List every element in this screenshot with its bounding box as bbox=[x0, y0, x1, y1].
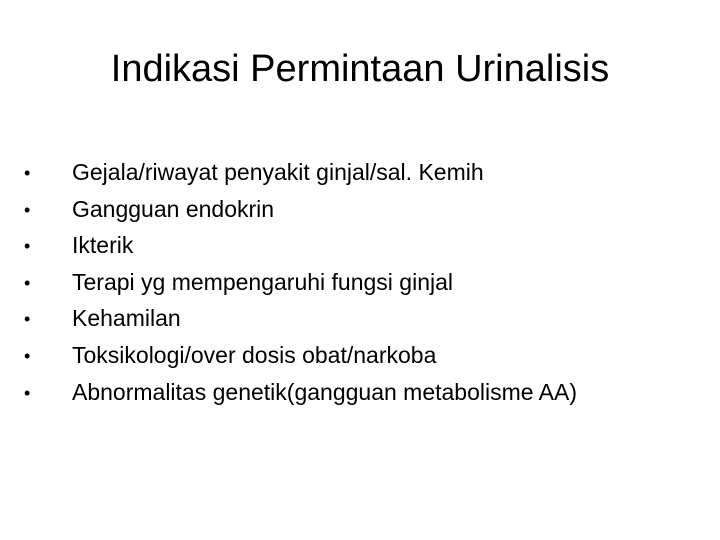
bullet-text: Toksikologi/over dosis obat/narkoba bbox=[72, 341, 437, 368]
bullet-text: Terapi yg mempengaruhi fungsi ginjal bbox=[72, 268, 453, 295]
bullet-text: Ikterik bbox=[72, 232, 134, 259]
list-item bbox=[24, 374, 704, 411]
bullet-icon: • bbox=[24, 272, 31, 293]
bullet-icon: • bbox=[24, 163, 31, 183]
list-item bbox=[24, 337, 704, 374]
bullet-text: Gejala/riwayat penyakit ginjal/sal. Kemih bbox=[72, 159, 484, 185]
bullet-text: Gangguan endokrin bbox=[72, 195, 275, 222]
list-item bbox=[24, 264, 704, 301]
bullet-icon: • bbox=[24, 236, 31, 257]
bullet-list bbox=[24, 154, 704, 410]
list-item bbox=[24, 154, 704, 191]
bullet-icon: • bbox=[24, 309, 31, 330]
bullet-icon: • bbox=[24, 382, 31, 403]
bullet-text: Kehamilan bbox=[72, 305, 181, 332]
bullet-icon: • bbox=[24, 345, 31, 366]
slide-title: Indikasi Permintaan Urinalisis bbox=[110, 48, 610, 90]
list-item bbox=[24, 227, 704, 264]
bullet-text: Abnormalitas genetik(gangguan metabolisme AA) bbox=[72, 378, 578, 405]
bullet-icon: • bbox=[24, 199, 31, 220]
list-item bbox=[24, 300, 704, 337]
list-item bbox=[24, 191, 704, 228]
